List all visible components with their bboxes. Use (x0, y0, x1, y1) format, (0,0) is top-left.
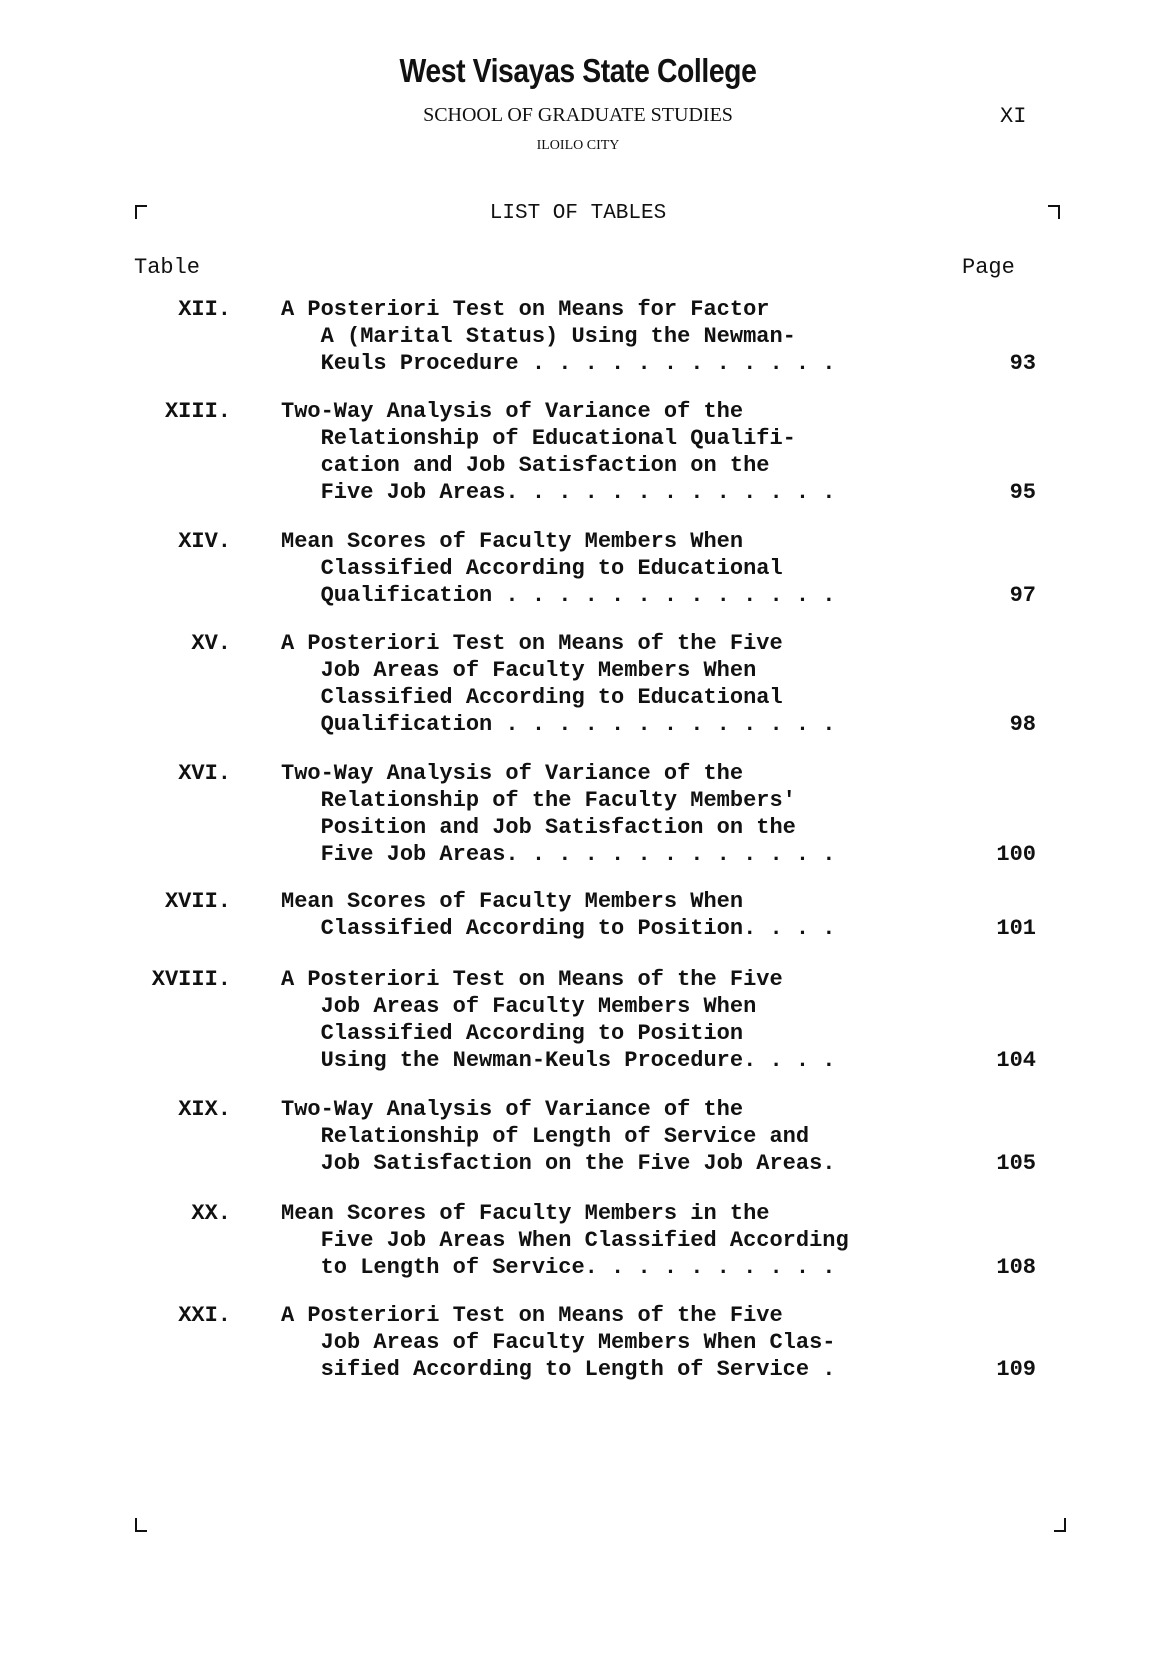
page-number: 104 (996, 1048, 1036, 1073)
table-caption (281, 528, 961, 609)
table-number: XVIII. (151, 967, 231, 992)
list-title: LIST OF TABLES (489, 202, 667, 225)
table-caption (281, 966, 961, 1074)
caption-line: Job Areas of Faculty Members When (281, 994, 757, 1019)
table-caption (281, 1096, 961, 1177)
caption-line: Classified According to Educational (281, 685, 783, 710)
table-number: XIX. (178, 1097, 231, 1122)
caption-line: A Posteriori Test on Means of the Five (281, 967, 783, 992)
page-number: 108 (996, 1255, 1036, 1280)
city-name: ILOILO CITY (536, 138, 620, 153)
college-name: West Visayas State College (399, 52, 757, 89)
caption-line: Relationship of the Faculty Members' (281, 788, 796, 813)
page-number: 95 (1009, 480, 1036, 505)
page-number: 101 (996, 916, 1036, 941)
caption-line: Keuls Procedure . . . . . . . . . . . . (281, 351, 836, 376)
caption-line: A Posteriori Test on Means of the Five (281, 631, 783, 656)
table-number: XV. (191, 631, 231, 656)
page-number: 100 (996, 842, 1036, 867)
caption-line: cation and Job Satisfaction on the (281, 453, 770, 478)
caption-line: Job Areas of Faculty Members When (281, 658, 757, 683)
table-number: XII. (178, 297, 231, 322)
page-number-roman: XI (1000, 104, 1027, 129)
caption-line: Job Areas of Faculty Members When Clas- (281, 1330, 836, 1355)
table-caption (281, 1200, 961, 1281)
table-number: XIII. (164, 399, 231, 424)
caption-line: Using the Newman-Keuls Procedure. . . . (281, 1048, 836, 1073)
corner-mark-bottom-right (1054, 1518, 1066, 1532)
page-number: 98 (1009, 712, 1036, 737)
table-number: XVII. (164, 889, 231, 914)
caption-line: A Posteriori Test on Means of the Five (281, 1303, 783, 1328)
caption-line: to Length of Service. . . . . . . . . . (281, 1255, 836, 1280)
page-number: 105 (996, 1151, 1036, 1176)
caption-line: Qualification . . . . . . . . . . . . . (281, 583, 836, 608)
school-name: SCHOOL OF GRADUATE STUDIES (423, 104, 733, 126)
table-caption (281, 630, 961, 738)
table-caption (281, 760, 961, 868)
caption-line: Classified According to Position (281, 1021, 744, 1046)
caption-line: Mean Scores of Faculty Members When (281, 889, 744, 914)
caption-line: Five Job Areas. . . . . . . . . . . . . (281, 480, 836, 505)
caption-line: Two-Way Analysis of Variance of the (281, 1097, 744, 1122)
column-header-table: Table (134, 255, 201, 280)
corner-mark-bottom-left (135, 1518, 147, 1532)
caption-line: A Posteriori Test on Means for Factor (281, 297, 770, 322)
page-number: 109 (996, 1357, 1036, 1382)
caption-line: Two-Way Analysis of Variance of the (281, 761, 744, 786)
caption-line: Position and Job Satisfaction on the (281, 815, 796, 840)
table-number: XXI. (178, 1303, 231, 1328)
page-number: 97 (1009, 583, 1036, 608)
caption-line: Two-Way Analysis of Variance of the (281, 399, 744, 424)
table-number: XX. (191, 1201, 231, 1226)
caption-line: Five Job Areas When Classified According (281, 1228, 849, 1253)
page-number: 93 (1009, 351, 1036, 376)
caption-line: Relationship of Educational Qualifi- (281, 426, 796, 451)
caption-line: Classified According to Position. . . . (281, 916, 836, 941)
table-caption (281, 888, 961, 942)
caption-line: Relationship of Length of Service and (281, 1124, 810, 1149)
column-header-page: Page (962, 255, 1015, 280)
caption-line: A (Marital Status) Using the Newman- (281, 324, 796, 349)
table-caption (281, 1302, 961, 1383)
caption-line: sified According to Length of Service . (281, 1357, 836, 1382)
table-caption (281, 296, 961, 377)
caption-line: Mean Scores of Faculty Members When (281, 529, 744, 554)
caption-line: Job Satisfaction on the Five Job Areas. (281, 1151, 836, 1176)
caption-line: Five Job Areas. . . . . . . . . . . . . (281, 842, 836, 867)
caption-line: Classified According to Educational (281, 556, 783, 581)
caption-line: Mean Scores of Faculty Members in the (281, 1201, 770, 1226)
table-number: XVI. (178, 761, 231, 786)
table-number: XIV. (178, 529, 231, 554)
table-caption (281, 398, 961, 506)
caption-line: Qualification . . . . . . . . . . . . . (281, 712, 836, 737)
